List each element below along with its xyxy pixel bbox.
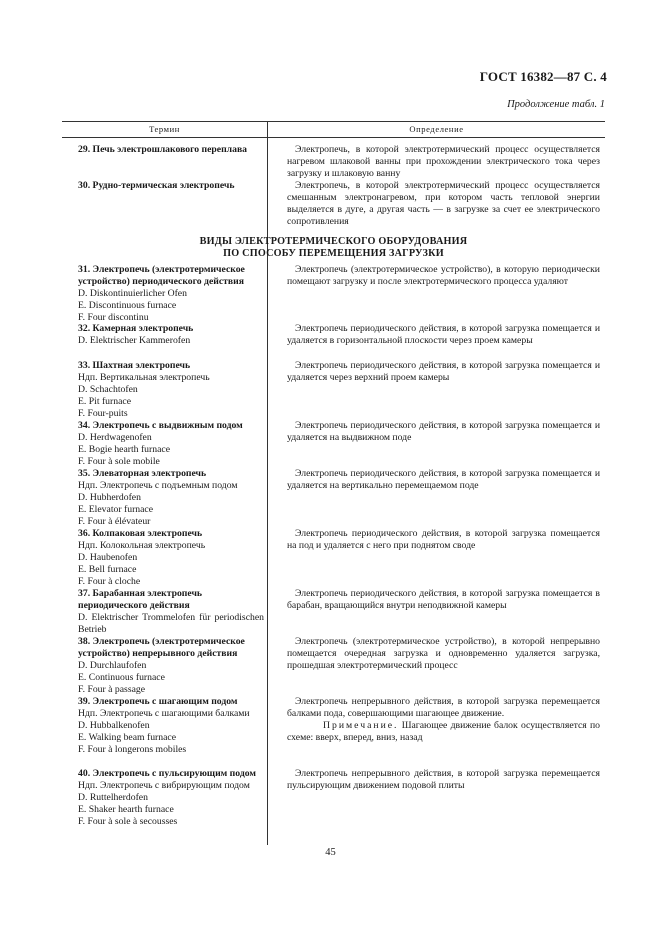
term-deprecated: Ндп. Колокольная электропечь [78,540,206,551]
term-translation-fr: F. Four à cloche [78,576,141,587]
standard-header: ГОСТ 16382—87 С. 4 [479,69,607,84]
term-name: 33. Шахтная электропечь [78,360,191,371]
term-translation-de: D. Haubenofen [78,552,138,563]
term-translation-de: D. Herdwagenofen [78,432,152,443]
term-translation-de: D. Diskontinuierlicher Ofen [78,288,187,299]
term-translation-de: D. Elektrischer Kammerofen [78,335,191,346]
term-translation-de: D. Schachtofen [78,384,138,395]
table-row-definition-32: Электропечь периодического действия, в которой загрузка помещается и удаляется в горизонтальной плоскости через проем камеры [287,323,600,346]
table-row-definition-29: Электропечь, в которой электротермический процесс осуществляется нагревом шлаковой ванны при прохождении электрического тока через загрузку и шлаковую ванну [287,144,600,179]
term-translation-en: E. Walking beam furnace [78,732,177,743]
note-text: Шагающее движение балок осуществляется по схеме: вверх, вперед, вниз, назад [287,720,600,743]
section-heading-line-1: ВИДЫ ЭЛЕКТРОТЕРМИЧЕСКОГО ОБОРУДОВАНИЯ [199,236,468,247]
term-name: 36. Колпаковая электропечь [78,528,203,539]
term-name: 31. Электропечь (электротермическое устройство) периодического действия [78,264,245,287]
term-translation-fr: F. Four discontinu [78,312,149,323]
term-translation-de: D. Durchlaufofen [78,660,147,671]
term-translation-en: E. Bogie hearth furnace [78,444,170,455]
term-translation-fr: F. Four à sole mobile [78,456,160,467]
table-continuation-label: Продолжение табл. 1 [507,99,605,110]
table-row-term-29 [62,144,264,156]
term-name: 35. Элеваторная электропечь [78,468,207,479]
term-translation-de: D. Elektrischer Trommelofen für periodischen Betrieb [78,612,264,635]
table-row-definition-34: Электропечь периодического действия, в которой загрузка помещается и удаляется на выдвижном поде [287,420,600,443]
term-deprecated: Ндп. Электропечь с вибрирующим подом [78,780,250,791]
definition-text: Электропечь непрерывного действия, в которой загрузка перемещается балками пода, совершающими шагающее движение. [287,696,600,719]
term-translation-en: E. Bell furnace [78,564,137,575]
term-name: 30. Рудно-термическая электропечь [78,180,235,191]
section-heading [62,236,605,259]
term-name: 40. Электропечь с пульсирующим подом [78,768,256,779]
term-translation-de: D. Hubherdofen [78,492,141,503]
section-heading-line-2: ПО СПОСОБУ ПЕРЕМЕЩЕНИЯ ЗАГРУЗКИ [223,247,444,259]
term-translation-fr: F. Four à sole à secousses [78,816,178,827]
table-top-rule [62,121,605,122]
term-name: 38. Электропечь (электротермическое устройство) непрерывного действия [78,636,245,659]
table-row-definition-36: Электропечь периодического действия, в которой загрузка помещается на под и удаляется с него при поднятом своде [287,528,600,551]
table-row-definition-33: Электропечь периодического действия, в которой загрузка помещается и удаляется через верхний проем камеры [287,360,600,383]
term-translation-en: E. Shaker hearth furnace [78,804,174,815]
column-header-term: Термин [149,124,180,134]
term-name: 34. Электропечь с выдвижным подом [78,420,243,431]
table-row-definition-38: Электропечь (электротермическое устройство), в которой непрерывно помещается очередная загрузка и одновременно удаляется загрузка, прошедшая электротермический процесс [287,636,600,671]
table-row-definition-31: Электропечь (электротермическое устройство), в которую периодически помещают загрузку и после электротермического процесса удаляют [287,264,600,287]
column-divider-lower [267,264,268,845]
term-translation-fr: F. Four à longerons mobiles [78,744,187,755]
term-deprecated: Ндп. Электропечь с шагающими балками [78,708,250,719]
term-translation-fr: F. Four à passage [78,684,146,695]
table-row-definition-30: Электропечь, в которой электротермический процесс осуществляется смешанным электронагревом, при котором часть тепловой энергии выделяется в дуге, а другая часть — в загрузке за счет ее электрического сопротивления [287,180,600,227]
term-translation-en: E. Pit furnace [78,396,131,407]
term-translation-de: D. Ruttelherdofen [78,792,148,803]
term-deprecated: Ндп. Вертикальная электропечь [78,372,210,383]
table-row-definition-40: Электропечь непрерывного действия, в которой загрузка перемещается пульсирующим движением подовой плиты [287,768,600,791]
table-row-term-30 [62,180,264,192]
term-name: 29. Печь электрошлакового переплава [78,144,248,155]
term-name: 37. Барабанная электропечь периодического действия [78,588,203,611]
column-header-definition: Определение [409,124,464,134]
term-name: 39. Электропечь с шагающим подом [78,696,238,707]
table-header-rule [62,137,605,138]
table-row-definition-35: Электропечь периодического действия, в которой загрузка помещается и удаляется на вертикально перемещаемом поде [287,468,600,491]
term-translation-en: E. Elevator furnace [78,504,154,515]
term-translation-en: E. Discontinuous furnace [78,300,177,311]
term-name: 32. Камерная электропечь [78,323,194,334]
table-row-definition-37: Электропечь периодического действия, в которой загрузка помещается в барабан, вращающийся внутри неподвижной камеры [287,588,600,611]
page-number: 45 [325,847,336,858]
term-translation-en: E. Continuous furnace [78,672,165,683]
term-translation-de: D. Hubbalkenofen [78,720,150,731]
note-label: Примечание. [323,720,399,731]
term-translation-fr: F. Four-puits [78,408,128,419]
term-translation-fr: F. Four à élévateur [78,516,151,527]
term-deprecated: Ндп. Электропечь с подъемным подом [78,480,238,491]
terms-table [62,117,605,845]
